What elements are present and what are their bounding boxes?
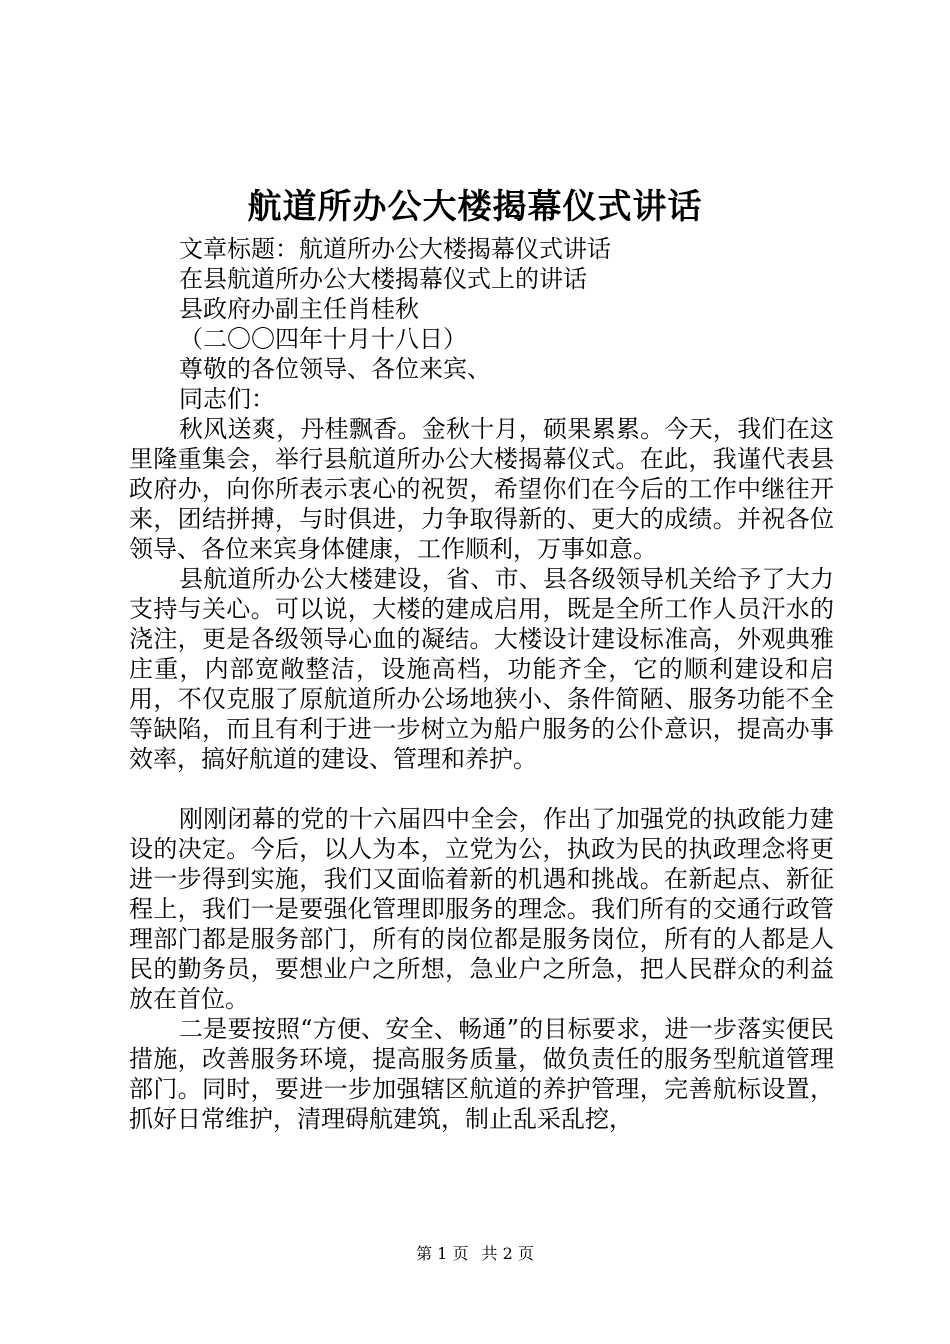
speaker-line: 县政府办副主任肖桂秋 bbox=[179, 295, 419, 323]
document-title: 航道所办公大楼揭幕仪式讲话 bbox=[247, 187, 703, 227]
paragraph-goals: 二是要按照“方便、安全、畅通”的目标要求，进一步落实便民措施，改善服务环境，提高服务质量，做负责任的服务型航道管理部门。同时，要进一步加强辖区航道的养护管理，完善航标设置，抓好日常维护，清理碍航建筑，制止乱采乱挖， bbox=[129, 1015, 834, 1133]
speech-occasion-line: 在县航道所办公大楼揭幕仪式上的讲话 bbox=[179, 265, 587, 293]
page-footer bbox=[0, 1243, 950, 1265]
paragraph-spacer bbox=[129, 774, 834, 804]
paragraph-opening: 秋风送爽，丹桂飘香。金秋十月，硕果累累。今天，我们在这里隆重集会，举行县航道所办公大楼揭幕仪式。在此，我谨代表县政府办，向你所表示衷心的祝贺，希望你们在今后的工作中继往开来，团结拼搏，与时俱进，力争取得新的、更大的成绩。并祝各位领导、各位来宾身体健康，工作顺利，万事如意。 bbox=[129, 415, 834, 563]
article-title-line: 文章标题：航道所办公大楼揭幕仪式讲话 bbox=[179, 235, 611, 263]
salutation-line-comrades: 同志们： bbox=[179, 385, 275, 413]
page-total: 共 2 页 bbox=[481, 1244, 534, 1263]
salutation-line: 尊敬的各位领导、各位来宾、 bbox=[179, 355, 491, 383]
date-line: （二〇〇四年十月十八日） bbox=[179, 325, 467, 353]
document-body bbox=[129, 234, 834, 1134]
paragraph-congress: 刚刚闭幕的党的十六届四中全会，作出了加强党的执政能力建设的决定。今后，以人为本，立党为公，执政为民的执政理念将更进一步得到实施，我们又面临着新的机遇和挑战。在新起点、新征程上，我们一是要强化管理即服务的理念。我们所有的交通行政管理部门都是服务部门，所有的岗位都是服务岗位，所有的人都是人民的勤务员，要想业户之所想，急业户之所急，把人民群众的利益放在首位。 bbox=[129, 805, 834, 1013]
page-number: 第 1 页 bbox=[416, 1244, 469, 1263]
paragraph-building: 县航道所办公大楼建设，省、市、县各级领导机关给予了大力支持与关心。可以说，大楼的建成启用，既是全所工作人员汗水的浇注，更是各级领导心血的凝结。大楼设计建设标准高，外观典雅庄重，内部宽敞整洁，设施高档，功能齐全，它的顺利建设和启用，不仅克服了原航道所办公场地狭小、条件简陋、服务功能不全等缺陷，而且有利于进一步树立为船户服务的公仆意识，提高办事效率，搞好航道的建设、管理和养护。 bbox=[129, 565, 834, 773]
